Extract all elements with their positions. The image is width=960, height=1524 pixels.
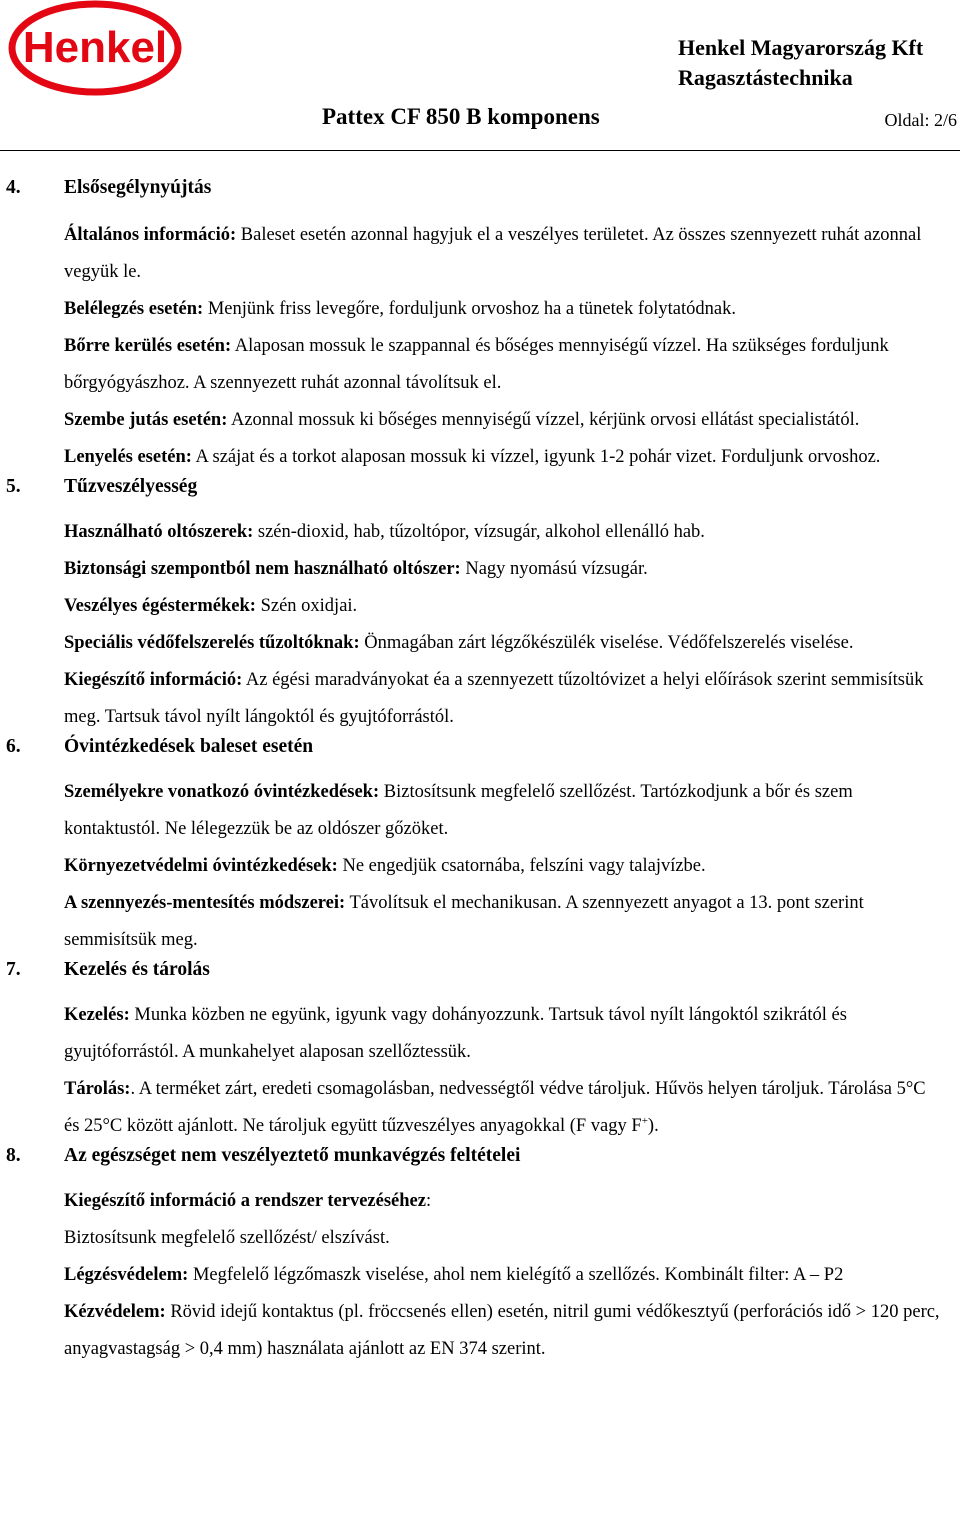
section-paragraph [64,439,944,476]
paragraph-label: Speciális védőfelszerelés tűzoltóknak: [64,633,360,653]
paragraph-label: Belélegzés esetén: [64,299,204,319]
section-paragraph [64,1294,944,1368]
henkel-logo [6,0,184,100]
paragraph-text: . A terméket zárt, eredeti csomagolásban, nedvességtől védve tároljuk. Hűvös helyen tároljuk. Tárolása 5°C és 25°C között ajánlott. Ne tároljuk együtt tűzveszélyes anyagokkal (F vagy F [64,1079,926,1136]
section-number: 4. [6,177,21,198]
section-number: 5. [6,476,21,497]
logo-text: Henkel [22,23,168,72]
section-paragraph [64,328,944,402]
paragraph-text: Azonnal mossuk ki bőséges mennyiségű vízzel, kérjünk orvosi ellátást specialistától. [227,410,860,430]
paragraph-text-tail: ). [647,1116,659,1136]
paragraph-label: Bőrre kerülés esetén: [64,336,232,356]
section-heading [0,177,960,217]
paragraph-label: Biztonsági szempontból nem használható oltószer: [64,559,461,579]
paragraph-text: Távolítsuk el mechanikusan. A szennyezett anyagot a 13. pont szerint semmisítsük meg. [64,893,864,950]
section-heading [0,736,960,774]
paragraph-text: Baleset esetén azonnal hagyjuk el a veszélyes területet. Az összes szennyezett ruhát azonnal vegyük le. [64,225,922,282]
section-paragraph [64,588,944,625]
paragraph-text: Megfelelő légzőmaszk viselése, ahol nem kielégítő a szellőzés. Kombinált filter: A – P2 [188,1265,844,1285]
paragraph-label: Személyekre vonatkozó óvintézkedések: [64,782,380,802]
paragraph-label: Kiegészítő információ a rendszer tervezéséhez [64,1191,426,1211]
section-paragraph [64,662,944,736]
paragraph-label: A szennyezés-mentesítés módszerei: [64,893,346,913]
paragraph-label: Használható oltószerek: [64,522,254,542]
paragraph-text: Nagy nyomású vízsugár. [460,559,648,579]
paragraph-label: Tárolás: [64,1079,131,1099]
superscript: + [641,1114,648,1127]
section-number: 6. [6,736,21,757]
paragraph-label: Veszélyes égéstermékek: [64,596,256,616]
paragraph-text: Menjünk friss levegőre, forduljunk orvoshoz ha a tünetek folytatódnak. [203,299,736,319]
section-title: Tűzveszélyesség [64,476,198,497]
company-name: Henkel Magyarország Kft [678,35,924,60]
section-paragraph [64,514,944,551]
section-paragraph [64,1183,944,1220]
paragraph-text: Szén oxidjai. [255,596,358,616]
section-number: 7. [6,959,21,980]
paragraph-label: Lenyelés esetén: [64,447,192,467]
paragraph-text: Biztosítsunk megfelelő szellőzést/ elszívást. [64,1228,390,1248]
section-title: Óvintézkedések baleset esetén [64,736,314,757]
section-paragraph [64,1220,944,1257]
page-header [0,0,960,155]
paragraph-text: A szájat és a torkot alaposan mossuk ki vízzel, igyunk 1-2 pohár vizet. Forduljunk orvoshoz. [191,447,881,467]
paragraph-label: Kézvédelem: [64,1302,166,1322]
section-title: Elsősegélynyújtás [64,177,212,198]
section-paragraph [64,774,944,848]
paragraph-label: Légzésvédelem: [64,1265,189,1285]
header-divider [0,150,960,151]
paragraph-label: Szembe jutás esetén: [64,410,228,430]
paragraph-text: Rövid idejű kontaktus (pl. fröccsenés ellen) esetén, nitril gumi védőkesztyű (perforációs idő > 120 perc, anyagvastagság > 0,4 mm) használata ajánlott az EN 374 szerint. [64,1302,940,1359]
document-body [0,177,960,1368]
section-title: Kezelés és tárolás [64,959,210,980]
section-title: Az egészséget nem veszélyeztető munkavégzés feltételei [64,1145,521,1166]
paragraph-text: Munka közben ne együnk, igyunk vagy dohányozzunk. Tartsuk távol nyílt lángoktól szikrától és gyujtóforrástól. A munkahelyet alaposan szellőztessük. [64,1005,847,1062]
company-division: Ragasztástechnika [678,65,853,90]
section-heading [0,476,960,514]
paragraph-text: Önmagában zárt légzőkészülék viselése. Védőfelszerelés viselése. [359,633,854,653]
section-paragraph [64,848,944,885]
paragraph-text: szén-dioxid, hab, tűzoltópor, vízsugár, alkohol ellenálló hab. [253,522,705,542]
paragraph-label: Általános információ: [64,225,237,245]
section-paragraph [64,1071,944,1145]
section-number: 8. [6,1145,21,1166]
paragraph-label: Környezetvédelmi óvintézkedések: [64,856,338,876]
section-paragraph [64,291,944,328]
product-name: Pattex CF 850 B komponens [322,104,600,129]
page-number: Oldal: 2/6 [884,110,957,130]
paragraph-text: Biztosítsunk megfelelő szellőzést. Tartózkodjunk a bőr és szem kontaktustól. Ne lélegezzük be az oldószer gőzöket. [64,782,853,839]
section-heading [0,1145,960,1183]
section-paragraph [64,885,944,959]
section-paragraph [64,997,944,1071]
section-heading [0,959,960,997]
company-block [678,33,960,93]
section-paragraph [64,402,944,439]
paragraph-text: Ne engedjük csatornába, felszíni vagy talajvízbe. [337,856,706,876]
paragraph-label: Kiegészítő információ: [64,670,243,690]
section-paragraph [64,217,944,291]
paragraph-text: Alaposan mossuk le szappannal és bőséges mennyiségű vízzel. Ha szükséges forduljunk bőrgyógyászhoz. A szennyezett ruhát azonnal távolítsuk el. [64,336,889,393]
paragraph-text: : [425,1191,432,1211]
section-paragraph [64,625,944,662]
paragraph-label: Kezelés: [64,1005,130,1025]
paragraph-text: Az égési maradványokat éa a szennyezett tűzoltóvizet a helyi előírások szerint semmisítsük meg. Tartsuk távol nyílt lángoktól és gyujtóforrástól. [64,670,924,727]
section-paragraph [64,551,944,588]
section-paragraph [64,1257,944,1294]
